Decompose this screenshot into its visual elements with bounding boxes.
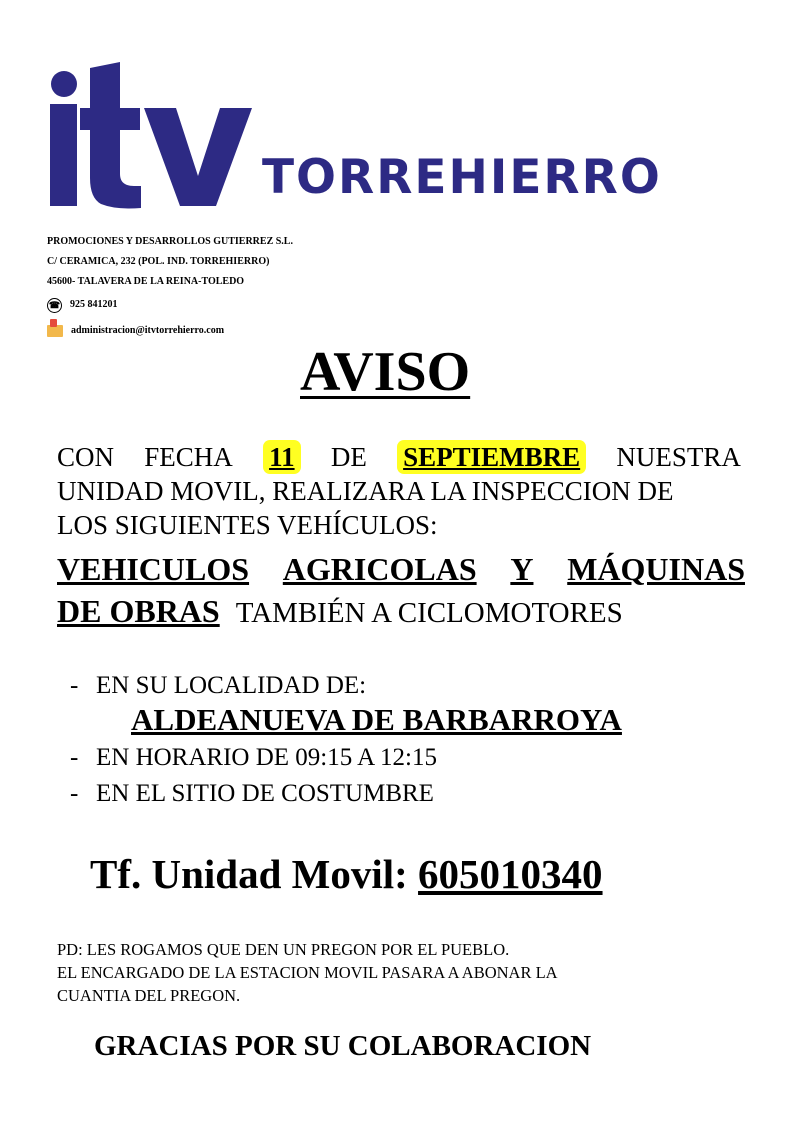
notice-line-1 <box>57 440 741 474</box>
schedule-text: EN HORARIO DE 09:15 A 12:15 <box>96 744 437 771</box>
notice-month: SEPTIEMBRE <box>397 440 586 474</box>
bullet-dash: - <box>70 672 79 699</box>
vehicle-word-4: MÁQUINAS <box>567 551 745 587</box>
notice-title: AVISO <box>300 341 471 403</box>
place-text: EN EL SITIO DE COSTUMBRE <box>96 780 434 807</box>
postscript-line-3: CUANTIA DEL PREGON. <box>57 986 241 1005</box>
bullet-dash: - <box>70 744 79 771</box>
locality-label: EN SU LOCALIDAD DE: <box>96 672 367 699</box>
company-name: PROMOCIONES Y DESARROLLOS GUTIERREZ S.L. <box>47 236 293 247</box>
notice-day: 11 <box>263 440 301 474</box>
vehicle-line-2 <box>57 590 745 634</box>
mail-icon <box>47 325 63 337</box>
mobile-unit-number[interactable]: 605010340 <box>418 851 603 897</box>
company-phone <box>47 292 293 318</box>
company-email <box>47 318 293 344</box>
notice-line-2: UNIDAD MOVIL, REALIZARA LA INSPECCION DE <box>57 476 674 506</box>
notice-line-3: LOS SIGUIENTES VEHÍCULOS: <box>57 510 438 540</box>
vehicle-line-1 <box>57 548 745 590</box>
vehicle-word-2: AGRICOLAS <box>282 551 477 587</box>
vehicle-types <box>57 548 745 634</box>
company-city: 45600- TALAVERA DE LA REINA-TOLEDO <box>47 276 245 287</box>
vehicle-de-obras: DE OBRAS <box>57 593 220 629</box>
notice-paragraph <box>57 440 741 542</box>
mobile-unit-phone <box>90 846 603 902</box>
detail-schedule <box>70 740 437 776</box>
logo-wordmark: TORREHIERRO <box>262 150 662 205</box>
locality-name: ALDEANUEVA DE BARBARROYA <box>131 702 622 737</box>
word-de: DE <box>330 442 367 472</box>
mobile-unit-label: Tf. Unidad Movil: <box>90 851 408 897</box>
detail-place <box>70 776 437 812</box>
detail-locality-label <box>70 668 437 704</box>
postscript-line-1: PD: LES ROGAMOS QUE DEN UN PREGON POR EL PUEBLO. <box>57 940 510 959</box>
word-con: CON <box>57 442 115 472</box>
itv-logo <box>46 48 756 218</box>
vehicle-word-1: VEHICULOS <box>57 551 250 587</box>
postscript-line-2: EL ENCARGADO DE LA ESTACION MOVIL PASARA A ABONAR LA <box>57 963 558 982</box>
company-phone-number: 925 841201 <box>70 299 118 310</box>
company-info <box>47 232 293 344</box>
word-fecha: FECHA <box>144 442 233 472</box>
vehicle-word-3: Y <box>510 551 534 587</box>
word-nuestra: NUESTRA <box>616 442 741 472</box>
postscript <box>57 938 558 1007</box>
company-address: C/ CERAMICA, 232 (POL. IND. TORREHIERRO) <box>47 256 270 267</box>
phone-icon: ☎ <box>47 298 62 313</box>
company-email-address[interactable]: administracion@itvtorrehierro.com <box>71 325 225 336</box>
itv-logo-mark <box>46 48 261 213</box>
bullet-dash: - <box>70 780 79 807</box>
vehicle-extra: TAMBIÉN A CICLOMOTORES <box>235 597 623 629</box>
closing-thanks: GRACIAS POR SU COLABORACION <box>94 1030 592 1062</box>
details-list <box>70 668 437 812</box>
